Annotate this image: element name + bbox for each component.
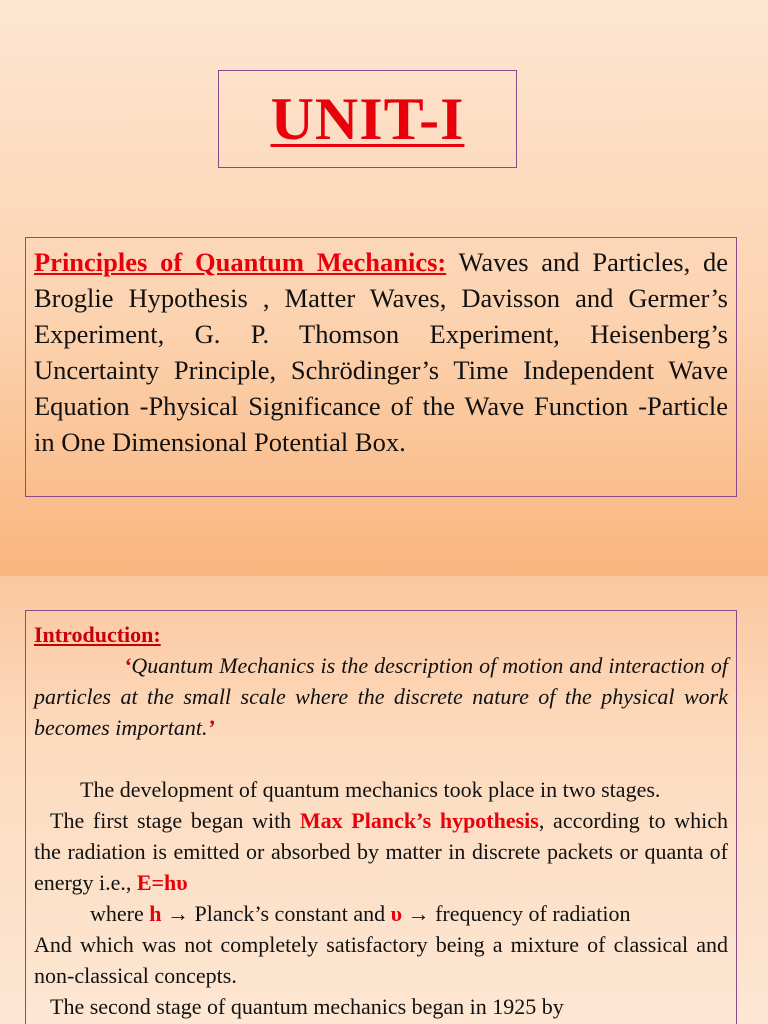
- introduction-heading: Introduction:: [34, 622, 161, 647]
- introduction-box: [25, 610, 737, 1024]
- first-stage-paragraph: [34, 805, 728, 898]
- nu-symbol: υ: [390, 901, 403, 926]
- max-planck-highlight: Max Planck’s hypothesis: [299, 808, 539, 833]
- classical-paragraph: And which was not completely satisfactory being a mixture of classical and non-classical concepts.: [34, 932, 728, 988]
- quote-paragraph: [34, 650, 728, 743]
- syllabus-text: Waves and Particles, de Broglie Hypothesis , Matter Waves, Davisson and Germer’s Experiment, G. P. Thomson Experiment, Heisenberg’s Uncertainty Principle, Schrӧdinger’s Time Independent Wave Equation -Physical Significance of the Wave Function -Particle in One Dimensional Potential Box.: [34, 247, 728, 457]
- syllabus-heading: Principles of Quantum Mechanics:: [34, 247, 447, 277]
- first-stage-continuation: , according to which the radiation is emitted or absorbed by matter in discrete packets or quanta of energy i.e.,: [34, 808, 729, 895]
- quote-close: ’: [207, 715, 215, 740]
- unit-title: UNIT-I: [270, 85, 465, 152]
- nu-description: → frequency of radiation: [402, 901, 631, 926]
- syllabus-box: [25, 237, 737, 497]
- title-box: [218, 70, 517, 168]
- second-stage-paragraph: The second stage of quantum mechanics began in 1925 by: [50, 994, 564, 1019]
- quote-text: Quantum Mechanics is the description of motion and interaction of particles at the small scale where the discrete nature of the physical work becomes important.: [34, 653, 728, 740]
- where-word: where: [90, 901, 150, 926]
- h-description: → Planck’s constant and: [161, 901, 391, 926]
- energy-formula: E=hυ: [136, 870, 188, 895]
- first-stage-text: The first stage began with: [50, 808, 300, 833]
- quote-open: ‘: [124, 653, 132, 678]
- where-line: [34, 898, 728, 929]
- h-symbol: h: [149, 901, 162, 926]
- development-paragraph: The development of quantum mechanics took place in two stages.: [80, 777, 661, 802]
